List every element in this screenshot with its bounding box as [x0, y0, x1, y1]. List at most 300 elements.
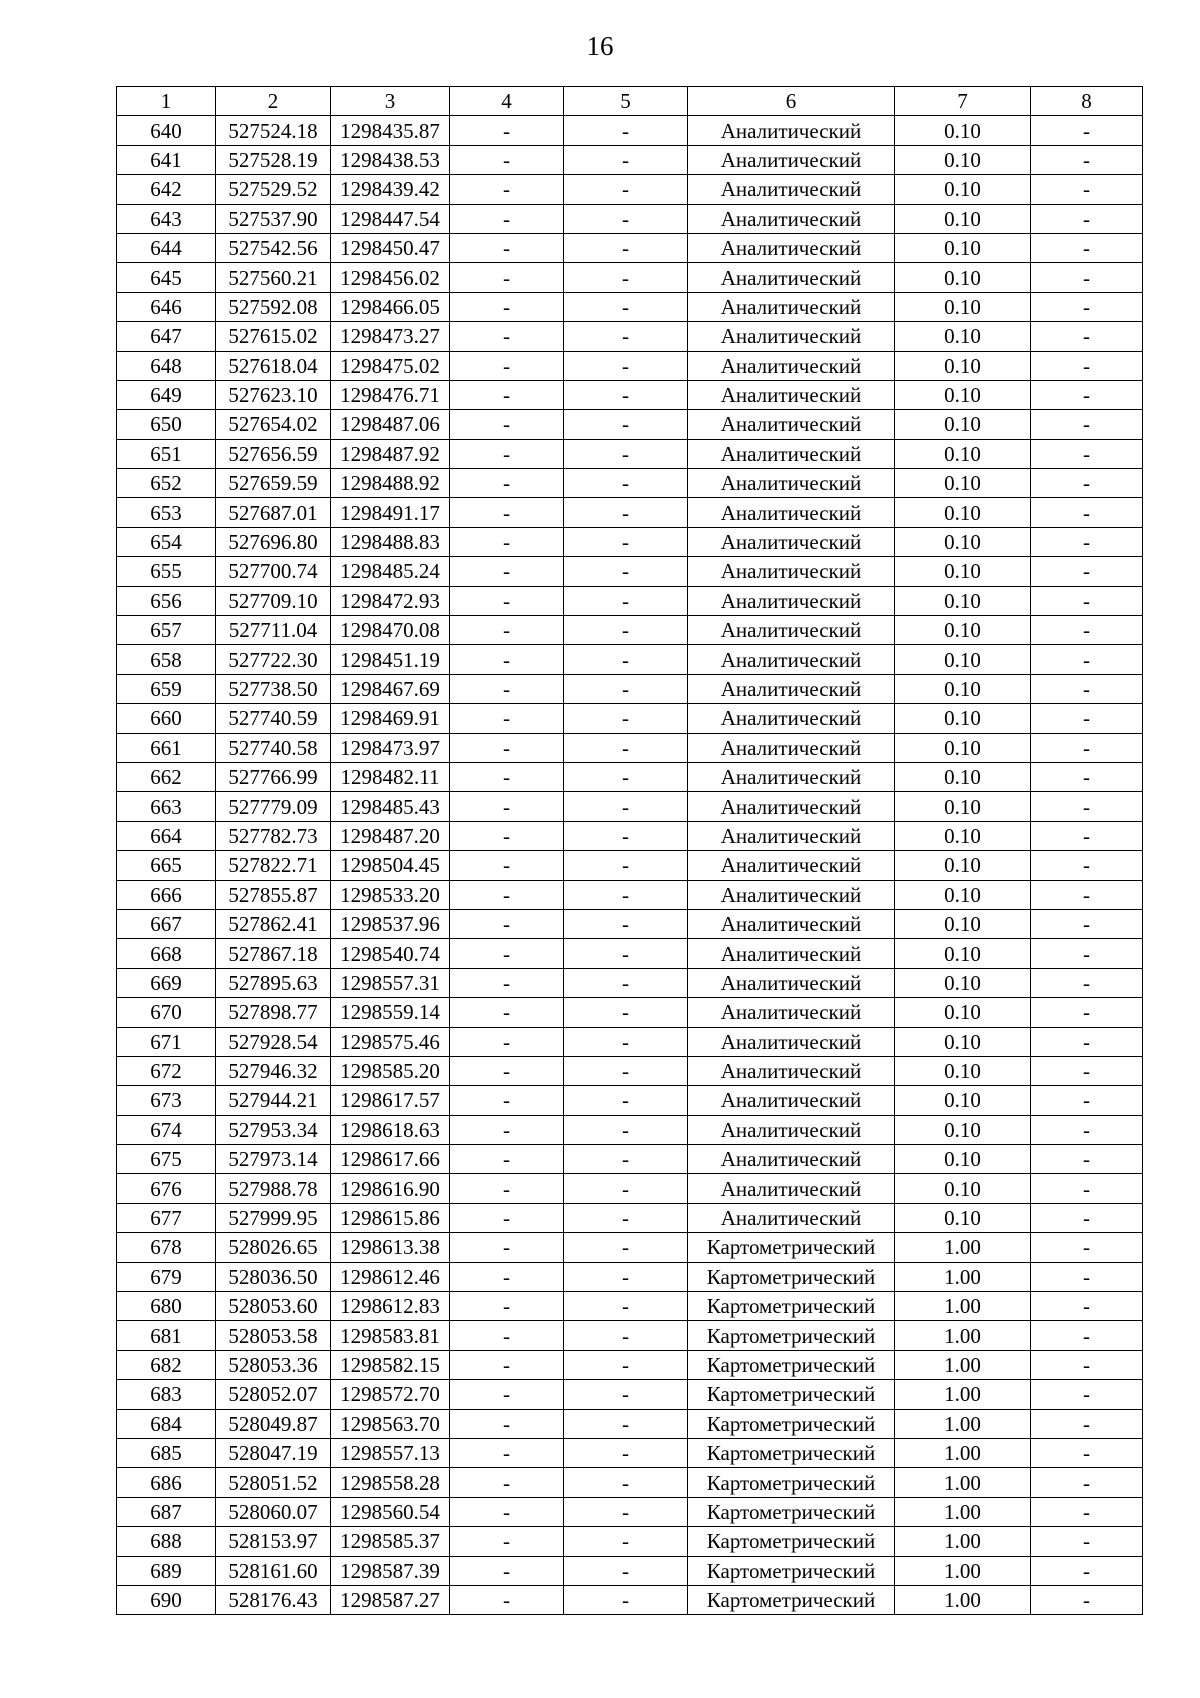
- table-cell: 1.00: [895, 1527, 1031, 1556]
- table-cell: 1.00: [895, 1438, 1031, 1467]
- table-cell: Картометрический: [688, 1321, 895, 1350]
- table-cell: Аналитический: [688, 674, 895, 703]
- table-cell: 1298447.54: [331, 204, 450, 233]
- table-cell: Аналитический: [688, 704, 895, 733]
- table-cell: -: [564, 1468, 688, 1497]
- table-cell: -: [1031, 1350, 1143, 1379]
- table-cell: -: [450, 1174, 564, 1203]
- table-cell: -: [1031, 557, 1143, 586]
- table-cell: 1298558.28: [331, 1468, 450, 1497]
- table-cell: 1298560.54: [331, 1497, 450, 1526]
- table-cell: -: [1031, 263, 1143, 292]
- table-cell: 650: [117, 410, 216, 439]
- table-cell: Аналитический: [688, 233, 895, 262]
- table-cell: -: [564, 263, 688, 292]
- table-cell: -: [564, 762, 688, 791]
- table-cell: Аналитический: [688, 645, 895, 674]
- table-cell: -: [450, 322, 564, 351]
- table-cell: 669: [117, 968, 216, 997]
- table-cell: 666: [117, 880, 216, 909]
- table-cell: 0.10: [895, 821, 1031, 850]
- table-cell: 528053.58: [216, 1321, 331, 1350]
- table-cell: -: [450, 1438, 564, 1467]
- column-header: 8: [1031, 87, 1143, 116]
- table-cell: 1298491.17: [331, 498, 450, 527]
- table-cell: 527928.54: [216, 1027, 331, 1056]
- table-row: [117, 1438, 1143, 1467]
- table-cell: 0.10: [895, 498, 1031, 527]
- table-cell: 1298563.70: [331, 1409, 450, 1438]
- table-cell: -: [450, 380, 564, 409]
- table-cell: 1.00: [895, 1292, 1031, 1321]
- table-cell: 0.10: [895, 527, 1031, 556]
- table-cell: 527855.87: [216, 880, 331, 909]
- table-cell: Аналитический: [688, 1056, 895, 1085]
- table-cell: Картометрический: [688, 1409, 895, 1438]
- column-header: 2: [216, 87, 331, 116]
- table-cell: 647: [117, 322, 216, 351]
- table-cell: -: [1031, 939, 1143, 968]
- table-cell: Картометрический: [688, 1527, 895, 1556]
- table-cell: 1.00: [895, 1233, 1031, 1262]
- table-cell: 668: [117, 939, 216, 968]
- table-cell: 659: [117, 674, 216, 703]
- table-row: [117, 704, 1143, 733]
- table-cell: Аналитический: [688, 380, 895, 409]
- table-cell: 665: [117, 851, 216, 880]
- table-row: [117, 175, 1143, 204]
- table-row: [117, 645, 1143, 674]
- table-cell: -: [1031, 1409, 1143, 1438]
- table-cell: -: [1031, 1174, 1143, 1203]
- table-cell: -: [564, 1497, 688, 1526]
- table-cell: -: [564, 145, 688, 174]
- table-row: [117, 909, 1143, 938]
- table-cell: 527542.56: [216, 233, 331, 262]
- table-cell: 1298485.24: [331, 557, 450, 586]
- table-row: [117, 116, 1143, 145]
- table-cell: -: [450, 1497, 564, 1526]
- table-cell: -: [1031, 586, 1143, 615]
- table-cell: 527988.78: [216, 1174, 331, 1203]
- table-cell: -: [450, 233, 564, 262]
- table-cell: 527953.34: [216, 1115, 331, 1144]
- table-cell: 1298488.83: [331, 527, 450, 556]
- table-cell: 527766.99: [216, 762, 331, 791]
- table-row: [117, 1527, 1143, 1556]
- table-cell: 0.10: [895, 674, 1031, 703]
- table-row: [117, 674, 1143, 703]
- table-cell: 0.10: [895, 704, 1031, 733]
- column-header: 4: [450, 87, 564, 116]
- table-cell: 527700.74: [216, 557, 331, 586]
- table-cell: -: [564, 527, 688, 556]
- table-cell: 0.10: [895, 322, 1031, 351]
- table-row: [117, 380, 1143, 409]
- table-cell: -: [450, 292, 564, 321]
- table-cell: 528051.52: [216, 1468, 331, 1497]
- table-cell: 1298456.02: [331, 263, 450, 292]
- table-cell: 527687.01: [216, 498, 331, 527]
- table-cell: -: [450, 1027, 564, 1056]
- table-cell: Аналитический: [688, 204, 895, 233]
- table-cell: 1.00: [895, 1409, 1031, 1438]
- table-cell: 1298587.39: [331, 1556, 450, 1585]
- table-cell: 528060.07: [216, 1497, 331, 1526]
- table-cell: 1298537.96: [331, 909, 450, 938]
- table-cell: 0.10: [895, 1086, 1031, 1115]
- table-cell: -: [450, 1380, 564, 1409]
- table-cell: -: [450, 204, 564, 233]
- table-row: [117, 1262, 1143, 1291]
- table-cell: 688: [117, 1527, 216, 1556]
- table-cell: Аналитический: [688, 527, 895, 556]
- table-cell: -: [564, 1086, 688, 1115]
- table-cell: Аналитический: [688, 1027, 895, 1056]
- table-cell: 1298469.91: [331, 704, 450, 733]
- table-cell: 0.10: [895, 762, 1031, 791]
- table-cell: -: [564, 851, 688, 880]
- table-cell: -: [450, 1585, 564, 1614]
- table-cell: 1298439.42: [331, 175, 450, 204]
- table-cell: -: [564, 116, 688, 145]
- table-cell: -: [1031, 292, 1143, 321]
- table-cell: 1298618.63: [331, 1115, 450, 1144]
- table-cell: 652: [117, 469, 216, 498]
- table-cell: 678: [117, 1233, 216, 1262]
- table-cell: -: [1031, 704, 1143, 733]
- table-cell: 0.10: [895, 439, 1031, 468]
- table-cell: 527898.77: [216, 998, 331, 1027]
- table-row: [117, 1585, 1143, 1614]
- table-cell: -: [564, 498, 688, 527]
- table-cell: 527738.50: [216, 674, 331, 703]
- table-cell: -: [1031, 998, 1143, 1027]
- table-cell: -: [564, 351, 688, 380]
- table-cell: 527659.59: [216, 469, 331, 498]
- table-cell: 640: [117, 116, 216, 145]
- table-cell: 1298473.97: [331, 733, 450, 762]
- table-cell: -: [450, 968, 564, 997]
- table-row: [117, 1350, 1143, 1379]
- table-cell: 0.10: [895, 145, 1031, 174]
- table-cell: 527944.21: [216, 1086, 331, 1115]
- table-cell: -: [450, 939, 564, 968]
- table-cell: 528036.50: [216, 1262, 331, 1291]
- table-cell: -: [450, 851, 564, 880]
- table-cell: 527592.08: [216, 292, 331, 321]
- table-cell: -: [1031, 322, 1143, 351]
- table-cell: -: [450, 792, 564, 821]
- table-cell: 527615.02: [216, 322, 331, 351]
- table-header-row: [117, 87, 1143, 116]
- table-cell: -: [564, 204, 688, 233]
- table-cell: -: [1031, 380, 1143, 409]
- table-cell: -: [564, 909, 688, 938]
- table-cell: 0.10: [895, 410, 1031, 439]
- table-cell: 646: [117, 292, 216, 321]
- table-cell: Картометрический: [688, 1262, 895, 1291]
- table-cell: Аналитический: [688, 351, 895, 380]
- table-cell: 1.00: [895, 1497, 1031, 1526]
- table-cell: -: [1031, 1497, 1143, 1526]
- table-cell: -: [1031, 1115, 1143, 1144]
- table-cell: 0.10: [895, 292, 1031, 321]
- table-cell: 0.10: [895, 204, 1031, 233]
- table-cell: 0.10: [895, 586, 1031, 615]
- table-row: [117, 145, 1143, 174]
- table-cell: -: [450, 527, 564, 556]
- table-cell: Картометрический: [688, 1556, 895, 1585]
- table-cell: 1298557.13: [331, 1438, 450, 1467]
- table-cell: -: [1031, 1262, 1143, 1291]
- table-cell: 527867.18: [216, 939, 331, 968]
- table-cell: -: [450, 410, 564, 439]
- table-row: [117, 1115, 1143, 1144]
- table-cell: 527623.10: [216, 380, 331, 409]
- table-cell: 1298559.14: [331, 998, 450, 1027]
- table-cell: 641: [117, 145, 216, 174]
- table-cell: Аналитический: [688, 616, 895, 645]
- table-cell: -: [564, 557, 688, 586]
- table-row: [117, 233, 1143, 262]
- table-cell: -: [1031, 175, 1143, 204]
- table-cell: 680: [117, 1292, 216, 1321]
- table-cell: Картометрический: [688, 1380, 895, 1409]
- table-cell: -: [450, 1527, 564, 1556]
- table-row: [117, 792, 1143, 821]
- table-cell: Аналитический: [688, 116, 895, 145]
- table-cell: 1298587.27: [331, 1585, 450, 1614]
- coordinates-table: [116, 86, 1143, 1615]
- table-cell: 527822.71: [216, 851, 331, 880]
- table-row: [117, 733, 1143, 762]
- table-cell: Картометрический: [688, 1438, 895, 1467]
- table-cell: -: [564, 1380, 688, 1409]
- table-cell: 0.10: [895, 616, 1031, 645]
- table-cell: 0.10: [895, 968, 1031, 997]
- table-cell: 1298485.43: [331, 792, 450, 821]
- table-cell: -: [564, 292, 688, 321]
- table-cell: -: [564, 1203, 688, 1232]
- table-cell: -: [450, 1086, 564, 1115]
- table-cell: 527560.21: [216, 263, 331, 292]
- table-cell: 1298583.81: [331, 1321, 450, 1350]
- table-cell: -: [564, 469, 688, 498]
- table-row: [117, 998, 1143, 1027]
- table-cell: 528053.36: [216, 1350, 331, 1379]
- table-cell: -: [450, 1145, 564, 1174]
- table-cell: 528049.87: [216, 1409, 331, 1438]
- table-cell: -: [450, 469, 564, 498]
- table-row: [117, 1086, 1143, 1115]
- table-cell: 684: [117, 1409, 216, 1438]
- table-cell: Картометрический: [688, 1292, 895, 1321]
- table-cell: 527862.41: [216, 909, 331, 938]
- table-cell: Аналитический: [688, 145, 895, 174]
- table-cell: 527740.58: [216, 733, 331, 762]
- table-cell: -: [1031, 1321, 1143, 1350]
- table-cell: 674: [117, 1115, 216, 1144]
- table-cell: Аналитический: [688, 410, 895, 439]
- table-cell: 686: [117, 1468, 216, 1497]
- table-row: [117, 586, 1143, 615]
- table-cell: 1298472.93: [331, 586, 450, 615]
- table-row: [117, 498, 1143, 527]
- table-cell: -: [1031, 1233, 1143, 1262]
- table-cell: 1.00: [895, 1468, 1031, 1497]
- table-cell: 651: [117, 439, 216, 468]
- table-cell: Аналитический: [688, 880, 895, 909]
- table-cell: -: [450, 557, 564, 586]
- table-cell: -: [564, 1115, 688, 1144]
- table-row: [117, 1292, 1143, 1321]
- table-cell: 1298487.06: [331, 410, 450, 439]
- table-cell: -: [564, 733, 688, 762]
- table-cell: -: [564, 1262, 688, 1291]
- table-cell: -: [564, 616, 688, 645]
- table-cell: Аналитический: [688, 1145, 895, 1174]
- table-cell: -: [1031, 1438, 1143, 1467]
- table-cell: 663: [117, 792, 216, 821]
- table-cell: 0.10: [895, 1056, 1031, 1085]
- table-cell: 683: [117, 1380, 216, 1409]
- page-number: 16: [586, 31, 614, 61]
- table-cell: -: [1031, 616, 1143, 645]
- table-cell: Аналитический: [688, 851, 895, 880]
- table-cell: -: [1031, 1527, 1143, 1556]
- table-cell: -: [564, 968, 688, 997]
- table-cell: Картометрический: [688, 1585, 895, 1614]
- table-cell: 0.10: [895, 1115, 1031, 1144]
- table-cell: 681: [117, 1321, 216, 1350]
- table-cell: -: [564, 645, 688, 674]
- table-cell: 661: [117, 733, 216, 762]
- table-cell: Аналитический: [688, 498, 895, 527]
- table-cell: -: [564, 1027, 688, 1056]
- table-cell: -: [564, 1585, 688, 1614]
- table-cell: -: [450, 704, 564, 733]
- table-cell: -: [564, 1056, 688, 1085]
- table-cell: Аналитический: [688, 557, 895, 586]
- table-cell: 527709.10: [216, 586, 331, 615]
- table-cell: 0.10: [895, 880, 1031, 909]
- table-cell: -: [450, 1468, 564, 1497]
- table-cell: 527782.73: [216, 821, 331, 850]
- column-header: 3: [331, 87, 450, 116]
- table-cell: Аналитический: [688, 909, 895, 938]
- table-cell: -: [450, 616, 564, 645]
- table-cell: 0.10: [895, 939, 1031, 968]
- table-cell: -: [564, 175, 688, 204]
- table-cell: -: [1031, 821, 1143, 850]
- table-cell: -: [1031, 1086, 1143, 1115]
- table-cell: 1.00: [895, 1585, 1031, 1614]
- table-cell: -: [1031, 1203, 1143, 1232]
- table-cell: -: [450, 1556, 564, 1585]
- table-row: [117, 762, 1143, 791]
- table-cell: Аналитический: [688, 292, 895, 321]
- table-cell: -: [1031, 439, 1143, 468]
- table-cell: 658: [117, 645, 216, 674]
- table-cell: 1.00: [895, 1321, 1031, 1350]
- table-cell: 0.10: [895, 645, 1031, 674]
- table-cell: 672: [117, 1056, 216, 1085]
- table-cell: -: [450, 645, 564, 674]
- table-cell: 0.10: [895, 851, 1031, 880]
- table-cell: -: [450, 1203, 564, 1232]
- table-cell: 689: [117, 1556, 216, 1585]
- table-cell: -: [564, 1350, 688, 1379]
- table-row: [117, 968, 1143, 997]
- table-cell: 528053.60: [216, 1292, 331, 1321]
- table-cell: -: [450, 498, 564, 527]
- table-cell: -: [564, 1409, 688, 1438]
- table-row: [117, 1409, 1143, 1438]
- table-cell: -: [450, 1350, 564, 1379]
- table-cell: 657: [117, 616, 216, 645]
- table-row: [117, 1056, 1143, 1085]
- table-cell: Аналитический: [688, 175, 895, 204]
- table-cell: 1298533.20: [331, 880, 450, 909]
- table-cell: -: [564, 792, 688, 821]
- table-cell: 527656.59: [216, 439, 331, 468]
- table-row: [117, 1556, 1143, 1585]
- table-cell: -: [1031, 762, 1143, 791]
- table-cell: -: [450, 351, 564, 380]
- table-row: [117, 616, 1143, 645]
- table-cell: -: [564, 1233, 688, 1262]
- table-cell: -: [450, 1292, 564, 1321]
- table-cell: 1298504.45: [331, 851, 450, 880]
- table-cell: -: [450, 1409, 564, 1438]
- table-cell: -: [450, 998, 564, 1027]
- table-cell: 667: [117, 909, 216, 938]
- table-row: [117, 410, 1143, 439]
- table-cell: Аналитический: [688, 263, 895, 292]
- table-cell: 0.10: [895, 998, 1031, 1027]
- table-cell: Аналитический: [688, 1174, 895, 1203]
- table-cell: -: [450, 909, 564, 938]
- table-row: [117, 1027, 1143, 1056]
- table-cell: 653: [117, 498, 216, 527]
- table-cell: -: [1031, 1380, 1143, 1409]
- table-row: [117, 1233, 1143, 1262]
- table-cell: 527973.14: [216, 1145, 331, 1174]
- table-cell: -: [450, 880, 564, 909]
- table-cell: 1298475.02: [331, 351, 450, 380]
- table-cell: 1298540.74: [331, 939, 450, 968]
- table-cell: -: [1031, 469, 1143, 498]
- table-cell: Аналитический: [688, 792, 895, 821]
- table-cell: -: [1031, 233, 1143, 262]
- table-row: [117, 351, 1143, 380]
- table-cell: -: [1031, 1056, 1143, 1085]
- table-cell: 671: [117, 1027, 216, 1056]
- table-cell: 679: [117, 1262, 216, 1291]
- table-cell: 528176.43: [216, 1585, 331, 1614]
- table-cell: 0.10: [895, 263, 1031, 292]
- table-cell: 1298612.46: [331, 1262, 450, 1291]
- table-row: [117, 1203, 1143, 1232]
- table-cell: 527696.80: [216, 527, 331, 556]
- table-cell: -: [1031, 1556, 1143, 1585]
- table-row: [117, 469, 1143, 498]
- table-cell: 642: [117, 175, 216, 204]
- table-cell: 1298616.90: [331, 1174, 450, 1203]
- table-cell: -: [564, 439, 688, 468]
- table-cell: 644: [117, 233, 216, 262]
